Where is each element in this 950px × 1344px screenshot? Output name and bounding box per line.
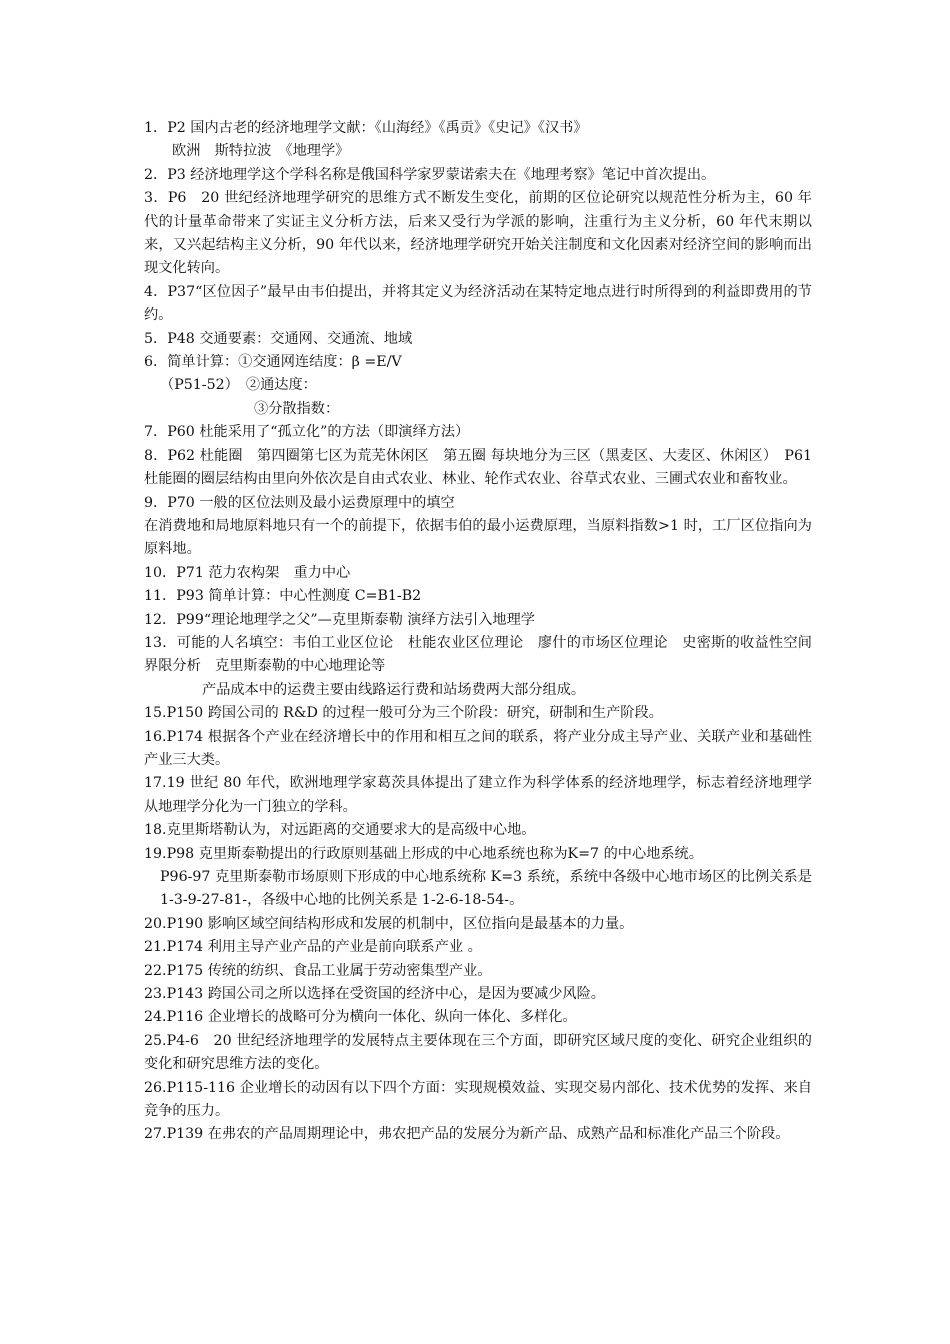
item-6: 6．简单计算：①交通网连结度：β =E/V xyxy=(144,354,402,371)
item-12: 12．P99“理论地理学之父”—克里斯泰勒 演绎方法引入地理学 xyxy=(144,611,535,628)
item-19-sub: P96-97 克里斯泰勒市场原则下形成的中心地系统称 K=3 系统，系统中各级中心地市场区的比例关系是 1-3-9-27-81-，各级中心地的比例关系是 1-2-6-18-54-。 xyxy=(160,869,812,909)
item-11: 11．P93 简单计算：中心性测度 C=B1-B2 xyxy=(144,588,422,605)
item-19: 19.P98 克里斯泰勒提出的行政原则基础上形成的中心地系统也称为K=7 的中心地系统。 xyxy=(144,845,703,862)
item-20: 20.P190 影响区域空间结构形成和发展的机制中，区位指向是最基本的力量。 xyxy=(144,915,634,932)
item-1-sub: 欧洲 斯特拉波 《地理学》 xyxy=(172,143,350,160)
item-8: 8．P62 杜能圈 第四圈第七区为荒芜休闲区 第五圈 每块地分为三区（黑麦区、大麦区、休闲区） P61 杜能圈的圈层结构由里向外依次是自由式农业、林业、轮作式农业、谷草式农业、三圃式农业和畜牧业。 xyxy=(144,447,812,488)
item-26: 26.P115-116 企业增长的动因有以下四个方面：实现规模效益、实现交易内部化、技术优势的发挥、来自竞争的压力。 xyxy=(144,1079,812,1120)
item-27: 27.P139 在弗农的产品周期理论中，弗农把产品的发展分为新产品、成熟产品和标准化产品三个阶段。 xyxy=(144,1126,790,1143)
item-21: 21.P174 利用主导产业产品的产业是前向联系产业 。 xyxy=(144,939,482,956)
item-18: 18.克里斯塔勒认为，对远距离的交通要求大的是高级中心地。 xyxy=(144,822,536,839)
item-1: 1．P2 国内古老的经济地理学文献：《山海经》《禹贡》《史记》《汉书》 xyxy=(144,120,588,136)
item-6-sub-a: （P51-52） ②通达度： xyxy=(160,377,317,394)
item-2: 2．P3 经济地理学这个学科名称是俄国科学家罗蒙诺索夫在《地理考察》笔记中首次提出。 xyxy=(144,166,716,183)
item-22: 22.P175 传统的纺织、食品工业属于劳动密集型产业。 xyxy=(144,962,492,979)
item-4: 4．P37“区位因子”最早由韦伯提出，并将其定义为经济活动在某特定地点进行时所得到的利益即费用的节约。 xyxy=(144,283,812,324)
item-25: 25.P4-6 20 世纪经济地理学的发展特点主要体现在三个方面，即研究区域尺度的变化、研究企业组织的变化和研究思维方法的变化。 xyxy=(144,1032,812,1073)
item-5: 5．P48 交通要素：交通网、交通流、地域 xyxy=(144,330,413,347)
item-9-detail: 在消费地和局地原料地只有一个的前提下，依据韦伯的最小运费原理，当原料指数>1 时，工厂区位指向为原料地。 xyxy=(144,517,812,558)
item-9: 9．P70 一般的区位法则及最小运费原理中的填空 xyxy=(144,494,455,511)
item-14: 产品成本中的运费主要由线路运行费和站场费两大部分组成。 xyxy=(202,681,586,698)
item-7: 7．P60 杜能采用了“孤立化”的方法（即演绎方法） xyxy=(144,424,470,441)
item-23: 23.P143 跨国公司之所以选择在受资国的经济中心，是因为要减少风险。 xyxy=(144,986,605,1003)
item-10: 10．P71 范力农构架 重力中心 xyxy=(144,564,351,581)
item-15: 15.P150 跨国公司的 R&D 的过程一般可分为三个阶段：研究，研制和生产阶段。 xyxy=(144,705,663,722)
item-6-sub-b: ③分散指数： xyxy=(254,400,340,417)
item-13: 13．可能的人名填空：韦伯工业区位论 杜能农业区位理论 廖什的市场区位理论 史密斯的收益性空间界限分析 克里斯泰勒的中心地理论等 xyxy=(144,634,812,675)
item-3: 3．P6 20 世纪经济地理学研究的思维方式不断发生变化，前期的区位论研究以规范性分析为主，60 年代的计量革命带来了实证主义分析方法，后来又受行为学派的影响，注重行为主义分析，60 年代末期以来，又兴起结构主义分析，90 年代以来，经济地理学研究开始关注制度和文化因素对经济空间的影响而出现文化转向。 xyxy=(144,190,812,277)
item-16: 16.P174 根据各个产业在经济增长中的作用和相互之间的联系，将产业分成主导产业、关联产业和基础性产业三大类。 xyxy=(144,728,812,768)
item-17: 17.19 世纪 80 年代，欧洲地理学家葛茨具体提出了建立作为科学体系的经济地理学，标志着经济地理学从地理学分化为一门独立的学科。 xyxy=(144,775,812,815)
document-body xyxy=(144,117,812,1147)
item-24: 24.P116 企业增长的战略可分为横向一体化、纵向一体化、多样化。 xyxy=(144,1009,577,1026)
